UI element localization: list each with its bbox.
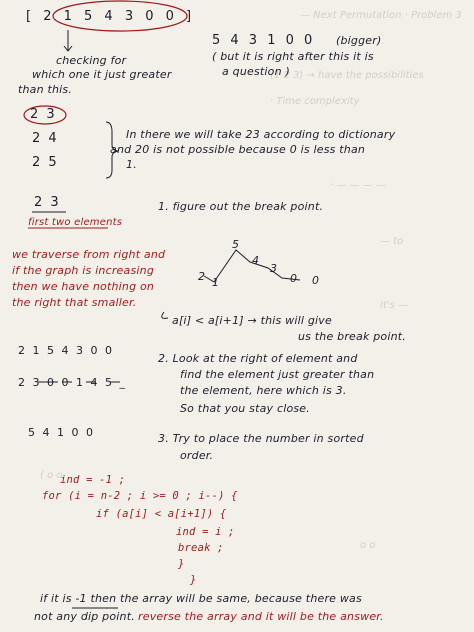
code-line-5: break ; (178, 542, 224, 554)
graph-label-1: 1 (212, 276, 220, 289)
graph-label-4: 4 (252, 254, 260, 267)
step-3-line-2: order. (180, 449, 214, 462)
red-note-1: we traverse from right and (12, 248, 166, 261)
step-3-line-1: 3. Try to place the number in sorted (158, 432, 364, 445)
checking-line-1: checking for (56, 54, 127, 67)
graph-label-5: 5 (232, 238, 240, 251)
curve-arrow (162, 312, 168, 318)
final-line-1: if it is -1 then the array will be same, because there was (40, 592, 362, 605)
notebook-page: — Next Permutation · Problem 3 (1 2 3) → have the possibilities · Time complexity · — — — — — to It's — ( o o o o [ 2 1 5 4 3 0 0 ] checking for which one it just greater than this. 5 4 3 1 0 0 (bigger) ( but it is right after this it is a question ) 2 3 2 4 2 5 In there we will take 23 according to dictionary and 20 is not possible because 0 is less than 1. 2 3 first two elements 1. figure out the break point. we traverse from right and if the graph is increasing then we have nothing on the right that smaller. 2 1 5 4 3 0 0 a[i] < a[i+1] → this will give us the break point. 2 1 5 4 3 0 0 2 3 0 0 1 4 5 _ 5 4 1 0 0 2. Look at the right of element and find the element just greater than the element, here which is 3. So that you stay close. 3. Try to place the number in sorted order. ind = -1 ; for (i = n-2 ; i >= 0 ; i--) { if (a[i] < a[i+1]) { ind = i ; break ; } } if it is -1 then the array will be same, because there was not any dip point. reverse the array and it will be the answer. (0, 0, 474, 632)
step-2-line-1: 2. Look at the right of element and (158, 352, 358, 365)
pair-3: 2 5 (32, 155, 59, 170)
step-1: 1. figure out the break point. (158, 200, 324, 213)
dictionary-line-2: and 20 is not possible because 0 is less than (110, 143, 366, 156)
bigger-note-1: ( but it is right after this it is (212, 50, 374, 63)
code-line-1: ind = -1 ; (60, 474, 126, 486)
final-line-2-black: not any dip point. (34, 610, 135, 623)
pair-2: 2 4 (32, 131, 59, 146)
checking-line-2: which one it just greater (32, 68, 172, 81)
first-two: 2 3 (34, 195, 61, 210)
array-example: [ 2 1 5 4 3 0 0 ] (26, 9, 196, 24)
sequence-1: 2 1 5 4 3 0 0 (18, 344, 114, 357)
graph-label-2: 2 (198, 270, 206, 283)
code-line-3: if (a[i] < a[i+1]) { (96, 508, 227, 520)
red-note-3: then we have nothing on (12, 280, 155, 293)
red-note-2: if the graph is increasing (12, 264, 155, 277)
step-2-line-2: find the element just greater than (180, 368, 375, 381)
step-2-line-3: the element, here which is 3. (180, 384, 347, 397)
bigger-label: (bigger) (336, 34, 382, 47)
step-2-line-4: So that you stay close. (180, 402, 310, 415)
code-line-6: } (178, 558, 185, 570)
code-line-2: for (i = n-2 ; i >= 0 ; i--) { (42, 490, 238, 502)
final-line-2-red: reverse the array and it will be the answer. (138, 610, 384, 623)
sequence-3: 5 4 1 0 0 (28, 426, 95, 439)
graph-label-3: 3 (270, 262, 278, 275)
bigger-example: 5 4 3 1 0 0 (212, 33, 316, 48)
dictionary-line-3: 1. (126, 158, 137, 171)
graph-label-0a: 0 (290, 272, 298, 285)
pair-1: 2 3 (30, 107, 57, 122)
break-rule: a[i] < a[i+1] → this will give (172, 314, 332, 327)
red-note-4: the right that smaller. (12, 296, 137, 309)
checking-line-3: than this. (18, 83, 73, 96)
first-two-label: first two elements (28, 217, 123, 228)
down-arrow (64, 30, 72, 51)
dictionary-line-1: In there we will take 23 according to dictionary (126, 128, 396, 141)
graph-label-0b: 0 (312, 274, 320, 287)
bigger-note-2: a question ) (222, 65, 290, 78)
code-line-7: } (190, 574, 197, 586)
code-line-4: ind = i ; (176, 526, 235, 538)
sequence-2: 2 3 0 0 1 4 5 _ (18, 376, 127, 389)
array-circle (53, 1, 187, 31)
break-rule-2: us the break point. (298, 330, 406, 343)
